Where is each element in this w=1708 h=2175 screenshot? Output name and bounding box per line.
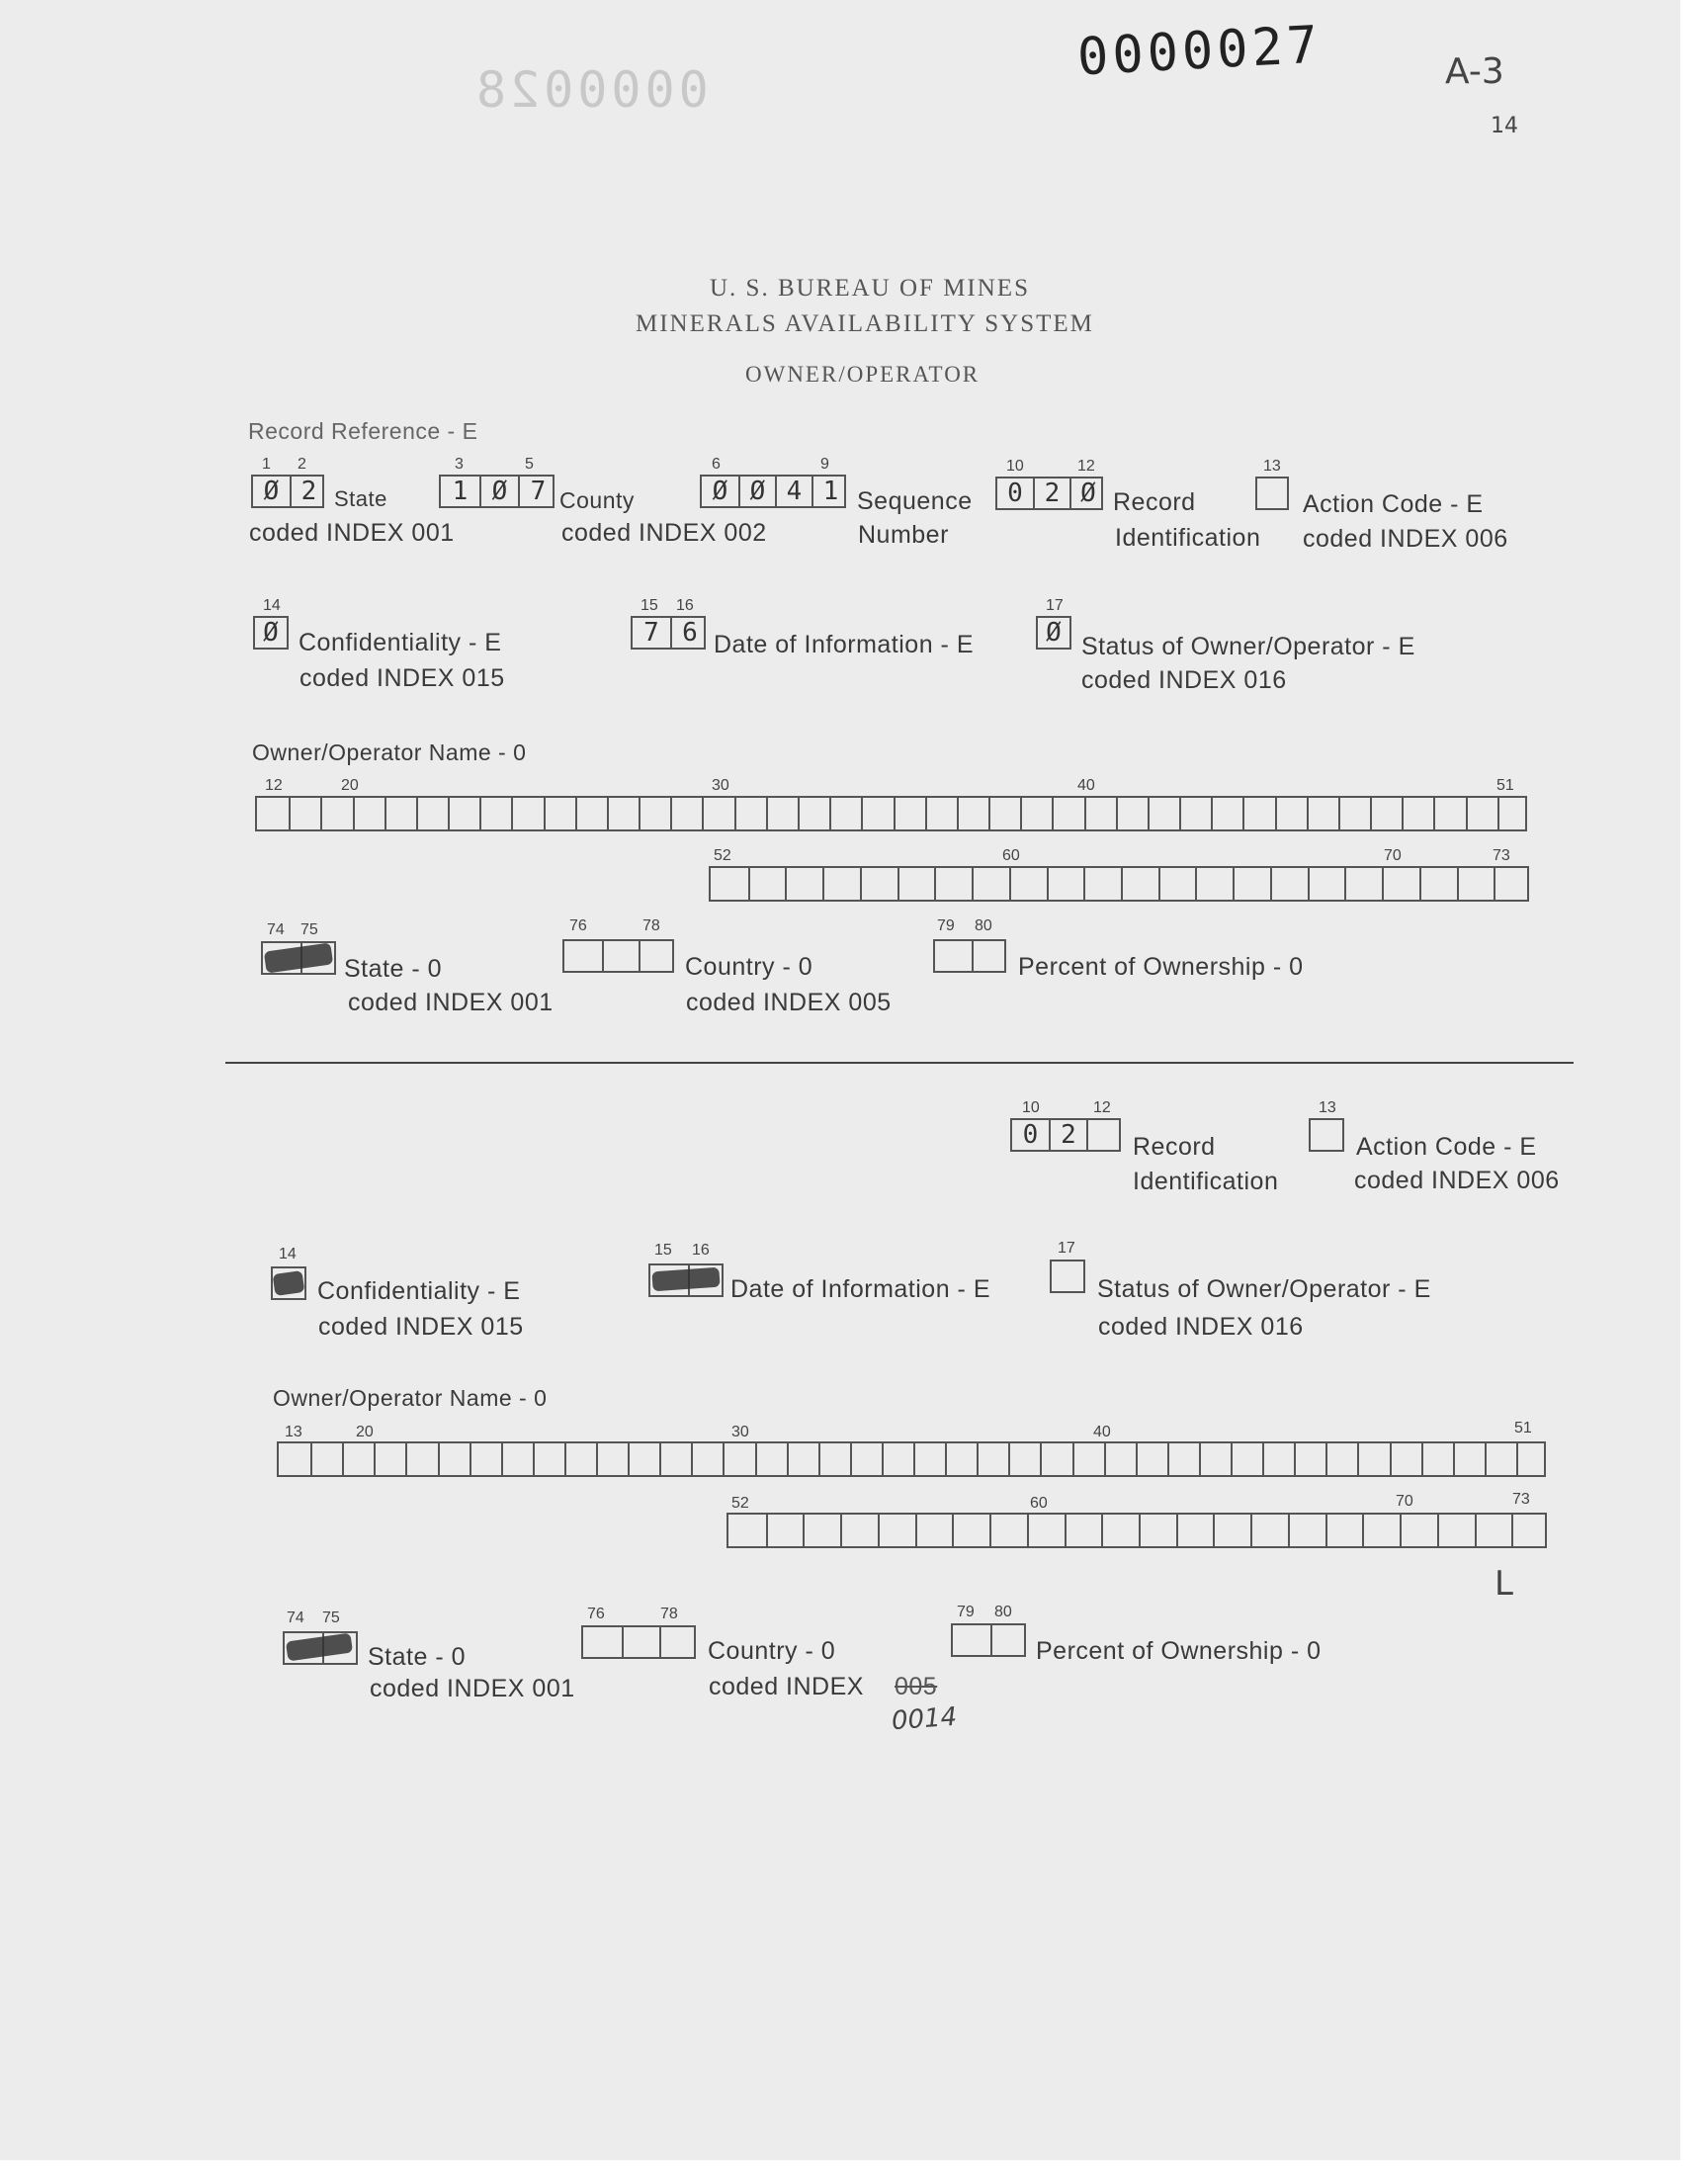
name-character-cell [511, 798, 543, 829]
country-pos-start: 76 [569, 917, 587, 934]
name-character-cell [766, 1515, 804, 1546]
name-character-cell [310, 1443, 342, 1475]
name-character-cell [882, 1443, 913, 1475]
name-character-cell [1475, 1515, 1512, 1546]
date-pos-start: 15 [640, 597, 658, 614]
name-character-cell [1027, 1515, 1065, 1546]
country-digit [639, 941, 676, 971]
name-character-cell [728, 1515, 766, 1546]
record-reference-label: Record Reference - E [248, 418, 478, 444]
name-tick: 30 [731, 1424, 749, 1440]
name-character-cell [1121, 868, 1158, 900]
name-character-cell [564, 1443, 596, 1475]
name-character-cell [1167, 1443, 1199, 1475]
county-pos-end: 5 [525, 456, 534, 473]
status-index-label: coded INDEX 016 [1081, 666, 1287, 694]
struck-index-code: 005 [895, 1673, 938, 1700]
name-character-cell [1419, 868, 1457, 900]
confidentiality-pos: 14 [263, 597, 281, 614]
county-pos-start: 3 [455, 456, 464, 473]
name-character-cell [1308, 868, 1345, 900]
action-code-index-label: coded INDEX 006 [1303, 525, 1508, 553]
confidentiality-label: Confidentiality - E [317, 1277, 521, 1305]
name-character-cell [416, 798, 448, 829]
status-label: Status of Owner/Operator - E [1097, 1275, 1431, 1303]
name-tick: 40 [1093, 1424, 1111, 1440]
record-id-pos-start: 10 [1022, 1099, 1040, 1116]
handwritten-index-code: 0014 [891, 1701, 959, 1737]
name-character-cell [1233, 868, 1270, 900]
date-pos-start: 15 [654, 1242, 672, 1259]
name-character-cell [374, 1443, 405, 1475]
status-label: Status of Owner/Operator - E [1081, 633, 1415, 660]
name-character-cell [320, 798, 352, 829]
name-character-cell [470, 1443, 501, 1475]
name-character-cell [798, 798, 829, 829]
name-character-cell [289, 798, 320, 829]
name-character-cell [1485, 1443, 1516, 1475]
confidentiality-label: Confidentiality - E [299, 629, 502, 656]
action-code-pos: 13 [1319, 1099, 1336, 1116]
name-character-cell [479, 798, 511, 829]
date-of-information-label: Date of Information - E [730, 1275, 991, 1303]
percent-ownership-field[interactable] [933, 939, 1006, 973]
county-code-digit: 7 [518, 477, 556, 506]
record-id-field[interactable] [1010, 1118, 1121, 1152]
confidentiality-value: Ø [263, 618, 279, 648]
record-id-field[interactable] [995, 477, 1103, 510]
name-tick: 70 [1396, 1493, 1413, 1510]
state-o-pos-start: 74 [267, 921, 285, 938]
owner-state-index-label: coded INDEX 001 [348, 989, 554, 1016]
name-character-cell [1231, 1443, 1262, 1475]
name-character-cell [1072, 1443, 1104, 1475]
percent-pos-end: 80 [975, 917, 992, 934]
name-character-cell [878, 1515, 915, 1546]
action-code-field[interactable] [1255, 477, 1289, 510]
name-character-cell [1382, 868, 1419, 900]
county-code-digit: 1 [452, 477, 469, 506]
name-character-cell [1325, 1515, 1363, 1546]
name-character-cell [1338, 798, 1370, 829]
percent-ownership-label: Percent of Ownership - 0 [1036, 1637, 1322, 1665]
page-code: A-3 [1445, 51, 1504, 92]
name-character-cell [748, 868, 786, 900]
name-character-cell [1516, 1443, 1548, 1475]
name-character-cell [897, 868, 935, 900]
action-code-pos: 13 [1263, 458, 1281, 475]
county-label: County [559, 487, 635, 513]
country-field[interactable] [562, 939, 674, 973]
name-character-cell [575, 798, 607, 829]
name-tick: 60 [1002, 847, 1020, 864]
name-character-cell [1040, 1443, 1071, 1475]
name-character-cell [1148, 798, 1179, 829]
name-tick: 20 [356, 1424, 374, 1440]
status-index-label: coded INDEX 016 [1098, 1313, 1304, 1341]
name-character-cell [691, 1443, 723, 1475]
name-character-cell [1275, 798, 1307, 829]
name-character-cell [1083, 868, 1121, 900]
name-character-cell [1179, 798, 1211, 829]
name-character-cell [785, 868, 822, 900]
name-character-cell [1211, 798, 1242, 829]
percent-pos-start: 79 [957, 1604, 975, 1620]
country-digit [564, 941, 602, 971]
name-character-cell [1294, 1443, 1325, 1475]
state-o-pos-end: 75 [300, 921, 318, 938]
name-character-cell [1362, 1515, 1400, 1546]
name-tick: 51 [1496, 777, 1514, 794]
name-character-cell [1009, 868, 1047, 900]
percent-digit [953, 1625, 990, 1655]
owner-name-row-2[interactable] [709, 866, 1529, 902]
name-tick: 73 [1493, 847, 1510, 864]
state-index-label: coded INDEX 001 [249, 519, 455, 547]
name-character-cell [988, 798, 1020, 829]
owner-name-row-2[interactable] [726, 1513, 1547, 1548]
name-character-cell [1307, 798, 1338, 829]
county-code-field[interactable] [439, 475, 555, 508]
owner-name-row-1[interactable] [255, 796, 1527, 831]
name-tick: 70 [1384, 847, 1402, 864]
status-pos: 17 [1046, 597, 1064, 614]
date-digit: 6 [670, 618, 708, 648]
name-character-cell [957, 798, 988, 829]
owner-state-index-label: coded INDEX 001 [370, 1675, 575, 1702]
percent-ownership-label: Percent of Ownership - 0 [1018, 953, 1304, 981]
name-character-cell [501, 1443, 533, 1475]
confidentiality-index-label: coded INDEX 015 [299, 664, 505, 692]
name-character-cell [1047, 868, 1084, 900]
sequence-label: Sequence [857, 487, 973, 515]
state-o-pos-end: 75 [322, 1610, 340, 1626]
state-code-digit: Ø [263, 477, 280, 506]
action-code-label: Action Code - E [1303, 490, 1484, 518]
page-code-number: 14 [1491, 114, 1518, 138]
name-character-cell [1402, 798, 1433, 829]
sequence-pos-start: 6 [712, 456, 721, 473]
country-label: Country - 0 [685, 953, 813, 981]
name-character-cell [384, 798, 416, 829]
name-character-cell [972, 868, 1009, 900]
sequence-digit: 1 [811, 477, 848, 506]
name-character-cell [915, 1515, 953, 1546]
name-tick: 52 [731, 1495, 749, 1512]
name-character-cell [1213, 1515, 1250, 1546]
state-code-field[interactable] [251, 475, 324, 508]
owner-state-label: State - 0 [344, 955, 442, 983]
percent-pos-start: 79 [937, 917, 955, 934]
state-o-pos-start: 74 [287, 1610, 304, 1626]
sequence-digit: Ø [712, 477, 728, 506]
name-character-cell [850, 1443, 882, 1475]
name-character-cell [734, 798, 766, 829]
country-digit [622, 1627, 659, 1657]
name-character-cell [1139, 1515, 1176, 1546]
name-character-cell [787, 1443, 818, 1475]
country-digit [659, 1627, 698, 1657]
date-digit: 7 [643, 618, 659, 648]
name-character-cell [1136, 1443, 1167, 1475]
record-id-digit [1086, 1120, 1123, 1150]
name-character-cell [1262, 1443, 1294, 1475]
name-character-cell [1511, 1515, 1549, 1546]
name-tick: 13 [285, 1424, 302, 1440]
name-character-cell [1437, 1515, 1475, 1546]
name-character-cell [607, 798, 639, 829]
record-id-digit: 0 [1007, 478, 1023, 508]
name-character-cell [1008, 1443, 1040, 1475]
owner-name-label: Owner/Operator Name - 0 [252, 740, 527, 765]
name-character-cell [1344, 868, 1382, 900]
name-character-cell [711, 868, 748, 900]
country-pos-end: 78 [642, 917, 660, 934]
sequence-digit: 4 [775, 477, 811, 506]
name-character-cell [934, 868, 972, 900]
name-character-cell [766, 798, 798, 829]
confidentiality-index-label: coded INDEX 015 [318, 1313, 524, 1341]
name-character-cell [702, 798, 733, 829]
country-label: Country - 0 [708, 1637, 836, 1665]
state-pos-end: 2 [298, 456, 306, 473]
name-character-cell [1497, 798, 1529, 829]
name-character-cell [1270, 868, 1308, 900]
name-character-cell [279, 1443, 310, 1475]
name-character-cell [803, 1515, 840, 1546]
name-character-cell [1199, 1443, 1231, 1475]
name-character-cell [257, 798, 289, 829]
name-character-cell [405, 1443, 437, 1475]
country-digit [583, 1627, 622, 1657]
name-character-cell [1101, 1515, 1139, 1546]
name-character-cell [1457, 868, 1494, 900]
name-character-cell [1421, 1443, 1453, 1475]
percent-ownership-field[interactable] [951, 1623, 1026, 1657]
percent-pos-end: 80 [994, 1604, 1012, 1620]
name-character-cell [1242, 798, 1274, 829]
name-character-cell [1288, 1515, 1325, 1546]
state-label: State [334, 486, 387, 511]
date-pos-end: 16 [692, 1242, 710, 1259]
name-character-cell [989, 1515, 1027, 1546]
record-id-digit: 2 [1033, 478, 1069, 508]
name-character-cell [723, 1443, 754, 1475]
section-divider [225, 1062, 1574, 1064]
owner-name-label: Owner/Operator Name - 0 [273, 1385, 548, 1411]
name-character-cell [1433, 798, 1465, 829]
action-code-index-label: coded INDEX 006 [1354, 1167, 1560, 1194]
name-character-cell [755, 1443, 787, 1475]
status-field[interactable] [1036, 616, 1071, 650]
name-character-cell [1250, 1515, 1288, 1546]
name-character-cell [1453, 1443, 1485, 1475]
record-id-sub-label: Identification [1115, 524, 1261, 552]
name-character-cell [438, 1443, 470, 1475]
name-character-cell [533, 1443, 564, 1475]
sequence-sub-label: Number [858, 521, 949, 549]
name-character-cell [596, 1443, 628, 1475]
state-pos-start: 1 [262, 456, 271, 473]
name-tick: 40 [1077, 777, 1095, 794]
name-character-cell [1494, 868, 1531, 900]
name-character-cell [952, 1515, 989, 1546]
confidentiality-pos: 14 [279, 1246, 297, 1262]
record-id-label: Record [1113, 488, 1196, 516]
name-character-cell [1158, 868, 1196, 900]
form-title: OWNER/OPERATOR [745, 362, 981, 387]
name-tick: 12 [265, 777, 283, 794]
name-character-cell [670, 798, 702, 829]
name-tick: 60 [1030, 1495, 1048, 1512]
record-id-digit: Ø [1069, 478, 1105, 508]
name-character-cell [977, 1443, 1008, 1475]
sequence-digit: Ø [738, 477, 775, 506]
name-character-cell [818, 1443, 850, 1475]
record-id-label: Record [1133, 1133, 1216, 1161]
owner-state-label: State - 0 [368, 1643, 466, 1671]
name-character-cell [639, 798, 670, 829]
name-tick: 30 [712, 777, 729, 794]
status-pos: 17 [1058, 1240, 1075, 1257]
name-character-cell [945, 1443, 977, 1475]
state-code-digit: 2 [290, 477, 326, 506]
name-character-cell [1195, 868, 1233, 900]
percent-digit [972, 941, 1008, 971]
status-field[interactable] [1050, 1260, 1085, 1293]
name-character-cell [1466, 798, 1497, 829]
name-character-cell [1052, 798, 1083, 829]
name-character-cell [840, 1515, 878, 1546]
name-character-cell [1104, 1443, 1136, 1475]
action-code-label: Action Code - E [1356, 1133, 1537, 1161]
name-character-cell [1084, 798, 1116, 829]
name-character-cell [1370, 798, 1402, 829]
country-pos-end: 78 [660, 1606, 678, 1622]
county-code-digit: Ø [479, 477, 518, 506]
record-id-digit: 2 [1049, 1120, 1086, 1150]
country-pos-start: 76 [587, 1606, 605, 1622]
name-tick: 73 [1512, 1491, 1530, 1508]
name-character-cell [894, 798, 925, 829]
name-character-cell [342, 1443, 374, 1475]
record-id-pos-end: 12 [1077, 458, 1095, 475]
record-id-sub-label: Identification [1133, 1168, 1279, 1195]
name-character-cell [1400, 1515, 1437, 1546]
name-character-cell [1116, 798, 1148, 829]
name-character-cell [628, 1443, 659, 1475]
bleed-through-number: 0000028 [472, 61, 709, 119]
name-tick: 51 [1514, 1420, 1532, 1436]
name-character-cell [860, 868, 897, 900]
record-id-pos-start: 10 [1006, 458, 1024, 475]
country-digit [602, 941, 639, 971]
status-value: Ø [1046, 618, 1062, 648]
name-character-cell [925, 798, 957, 829]
name-character-cell [1176, 1515, 1214, 1546]
name-character-cell [822, 868, 860, 900]
agency-title: U. S. BUREAU OF MINES [710, 275, 1030, 302]
name-character-cell [353, 798, 384, 829]
percent-digit [935, 941, 972, 971]
margin-mark: L [1494, 1564, 1513, 1604]
date-pos-end: 16 [676, 597, 694, 614]
record-id-digit: 0 [1022, 1120, 1039, 1150]
country-index-label: coded INDEX [709, 1673, 864, 1700]
name-character-cell [659, 1443, 691, 1475]
name-character-cell [544, 798, 575, 829]
name-character-cell [1065, 1515, 1102, 1546]
sequence-pos-end: 9 [820, 456, 829, 473]
date-of-information-field[interactable] [631, 616, 706, 650]
confidentiality-field[interactable] [253, 616, 289, 650]
name-character-cell [829, 798, 861, 829]
name-character-cell [1325, 1443, 1357, 1475]
sequence-number-field[interactable] [700, 475, 846, 508]
name-character-cell [1390, 1443, 1421, 1475]
name-tick: 20 [341, 777, 359, 794]
owner-name-row-1[interactable] [277, 1441, 1546, 1477]
country-index-label: coded INDEX 005 [686, 989, 892, 1016]
country-field[interactable] [581, 1625, 696, 1659]
scribble-mark [273, 1270, 305, 1296]
record-id-pos-end: 12 [1093, 1099, 1111, 1116]
system-title: MINERALS AVAILABILITY SYSTEM [636, 310, 1094, 337]
name-character-cell [1020, 798, 1052, 829]
date-of-information-label: Date of Information - E [714, 631, 975, 658]
name-character-cell [1357, 1443, 1389, 1475]
name-character-cell [861, 798, 893, 829]
name-tick: 52 [714, 847, 731, 864]
percent-digit [990, 1625, 1028, 1655]
document-number-stamp: 0000027 [1075, 15, 1324, 88]
county-index-label: coded INDEX 002 [561, 519, 767, 547]
action-code-field[interactable] [1309, 1118, 1344, 1152]
name-character-cell [448, 798, 479, 829]
name-character-cell [913, 1443, 945, 1475]
